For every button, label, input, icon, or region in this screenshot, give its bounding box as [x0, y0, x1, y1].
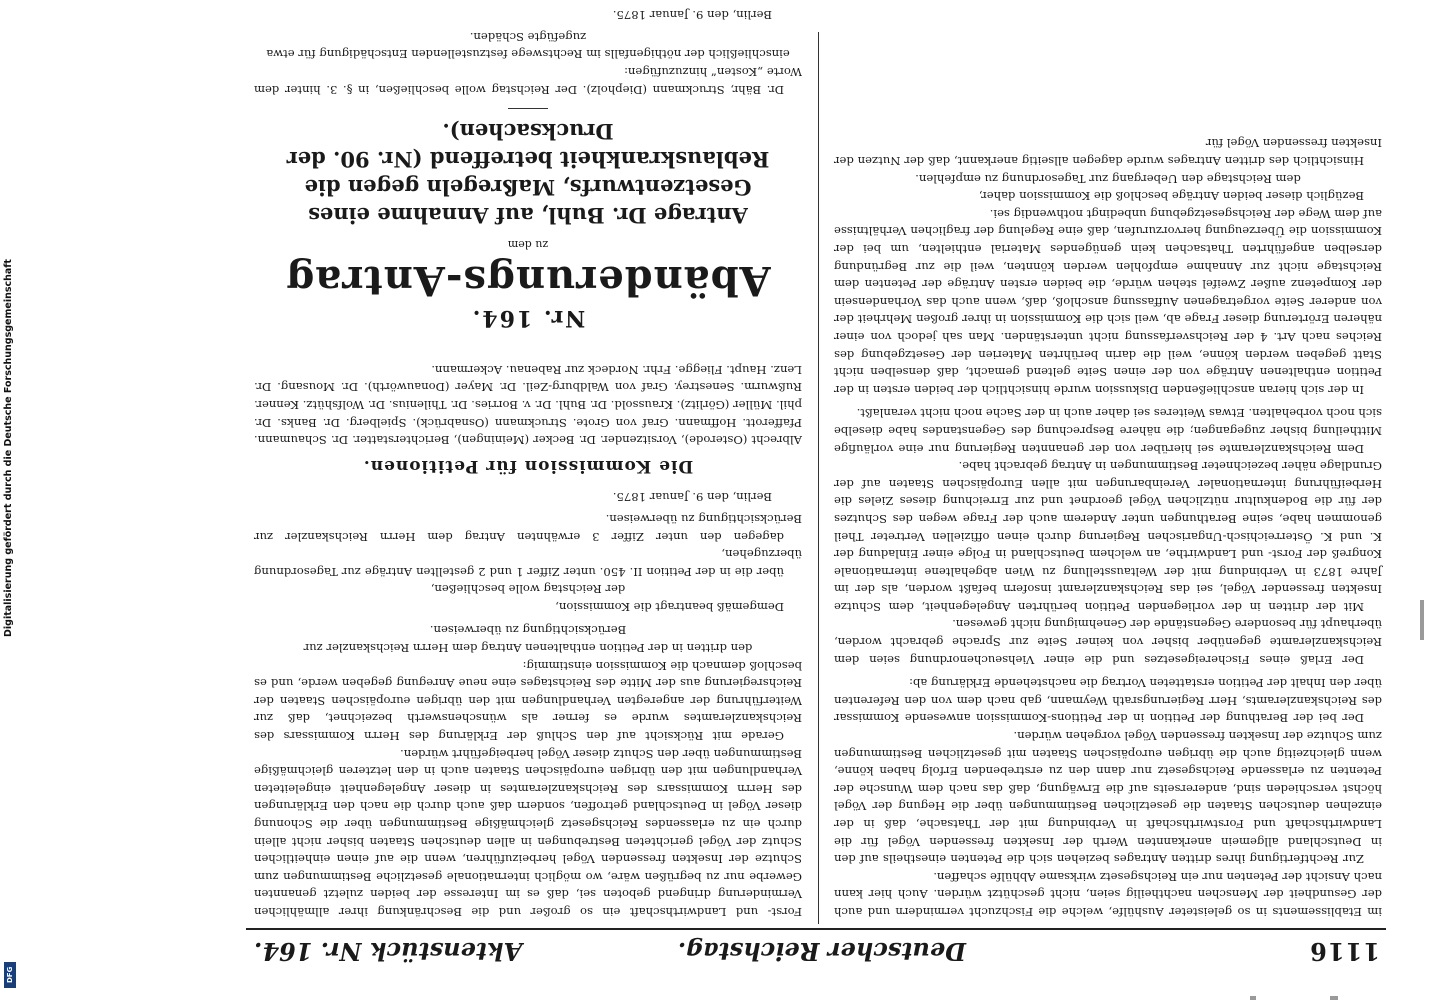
- document-number: Nr. 164.: [470, 305, 586, 332]
- amendment-text: Dr. Bähr, Struckmann (Diepholz). Der Reichstag wolle beschließen, in §. 3. hinter dem Worte „Kosten“ hinzuzufügen:: [254, 65, 802, 97]
- place-date: Berlin, den 9. Januar 1875.: [612, 490, 772, 505]
- paragraph: im Etablissements in so geleisteter Aushülfe, welche die Fischzucht vermindern und auch der Gesundheit der Menschen nachtheilig seien, nicht geschützt würden. Auch hier kann nach Ansicht der Petenten nur ein Reichsgesetz wirksame Abhülfe schaffen.: [834, 869, 1382, 919]
- paragraph: Der bei der Berathung der Petition in der Petitions-Kommission anwesende Kommissar des Reichskanzleramts, Herr Regierungsrath Weymann, gab nach dem von den Referenten über den Inhalt der Petition erstatteten Vortrag die nachstehende Erklärung ab:: [834, 676, 1382, 726]
- paragraph: Forst- und Landwirthschaft ein so großer und die Beschränkung ihrer allmählichen Verminderung dringend geboten sei, daß es im Interesse der beiden zuletzt genannten Gewerbe nur zu begrüßen wäre, wo möglich internationale gesetzliche Bestimmungen zum Schutze der Insekten fressenden Vögel herbeizuführen, wenn die auf einen einheitlichen Schutz der Vögel gerichteten Bestrebungen in allen deutschen Staaten bisher nicht allein durch ein zu erlassendes Reichsgesetz gleichmäßige Bestimmungen über die Schonung dieser Vögel in Deutschland getroffen, sondern daß auch durch die nach den Erklärungen des Herrn Kommissars des Reichskanzleramtes in dieser Angelegenheit eingeleiteten Verhandlungen mit den übrigen europäischen Staaten auch in den letzteren gleichmäßige Bestimmungen über den Schutz dieser Vögel herbeigeführt würden.: [254, 746, 802, 919]
- amendment-quote: einschließlich der nöthigenfalls im Rechtswege festzustellenden Entschädigung für etwa zugefügte Schäden.: [266, 29, 790, 62]
- amendment-title: Abänderungs-Antrag: [285, 256, 771, 304]
- connector-text: zu dem: [507, 237, 549, 251]
- digitization-credit: Digitalisierung gefördert durch die Deutsche Forschungsgemeinschaft: [3, 259, 14, 637]
- document-reference: Aktenstück Nr. 164.: [254, 937, 523, 966]
- resolution-lead: Demgemäß beantragt die Kommission,: [555, 599, 784, 614]
- page-header: [246, 934, 1386, 970]
- left-column: [834, 134, 1382, 920]
- scan-edge-mark: [1250, 996, 1256, 1000]
- resolution-line: dagegen den unter Ziffer 3 erwähnten Antrag dem Herrn Reichskanzler zur Berücksichtigung zu überweisen.: [254, 511, 802, 544]
- running-title: Deutscher Reichstag.: [677, 937, 966, 966]
- printed-sheet: [246, 8, 1386, 970]
- recommendation: dem Reichstage den Uebergang zur Tagesordnung zu empfehlen.: [915, 171, 1301, 186]
- amendment-date: Berlin, den 9. Januar 1875.: [612, 8, 772, 23]
- paragraph: In der sich hieran anschließenden Diskussion wurde hinsichtlich der beiden ersten in der Petition enthaltenen Anträge von der einen Seite geltend gemacht, daß denselben nicht Statt gegeben werden könne, weil die darin berührten Materien der Gesetzgebung des Reiches nach Art. 4 der Reichsverfassung nicht unterständen. Man sah jedoch von einer näheren Erörterung dieser Frage ab, weil sich die Kommission in ihrer großen Mehrheit der von anderer Seite vorgetragenen Auffassung anschloß, daß, wenn auch das Vorhandensein der Kompetenz außer Zweifel stehen würde, die beiden ersten Anträge der Petenten dem Reichstage nicht zur Annahme empfohlen werden könnten, weil die zur Begründung derselben angeführten Thatsachen kein genügendes Material enthielten, um bei der Kommission die Überzeugung hervorzurufen, daß eine Regelung der fraglichen Verhältnisse auf dem Wege der Reichsgesetzgebung unbedingt nothwendig sei.: [834, 206, 1382, 397]
- paragraph: Mit der dritten in der vorliegenden Petition berührten Angelegenheit, dem Schutze Insekten fressender Vögel, sei das Reichskanzleramt insofern befaßt worden, als der im Jahre 1873 in Verbindung mit der Weltausstellung zu Wien abgehaltene internationale Kongreß der Forst- und Landwirthe, an welchem Deutschland in Folge einer Einladung der K. und K. Österreichisch-Ungarischen Regierung durch einen offiziellen Vertreter Theil genommen habe, seine Berathungen unter Anderem auch der Frage wegen des Schutzes der für die Bodenkultur nützlichen Vögel geordnet und zur Erreichung dieses Zieles die Herbeiführung internationaler Vereinbarungen mit allen Europäischen Staaten auf der Grundlage näher bezeichneter Bestimmungen in Antrag gebracht habe.: [834, 459, 1382, 614]
- paragraph: Zur Rechtfertigung ihres dritten Antrages beziehen sich die Petenten einestheils auf den in Deutschland allgemein anerkannten Werth der Insekten fressenden Vögel für die Landwirthschaft und Forstwirthschaft in Verbindung mit der Thatsache, daß in der einzelnen deutschen Staaten die gesetzlichen Bestimmungen über die Hegung der Vögel höchst verschieden sind, andererseits auf die Erwägung, daß das nach dem Wunsche der Petenten zu erlassende Reichsgesetz nur dann den zu erstrebenden Erfolg haben könne, wenn gleichzeitig auch die übrigen europäischen Staaten mit gesetzlichen Bestimmungen zum Schutze der Insekten fressenden Vögel vorgehen würden.: [834, 729, 1382, 867]
- member-list: Albrecht (Osterode), Vorsitzender. Dr. Becker (Meiningen), Berichterstatter. Dr. Schaumann. Pfafferott. Hoffmann. Graf von Grote. Struckmann (Osnabrück). Spielberg. Dr. Banks. Dr. phil. Müller (Görlitz). Kraussold. Dr. Buhl. Dr. v. Borries. Dr. Thilenius. Dr. Wolfshütz. Kenner. Rußwurm. Senestrey. Graf von Waldburg-Zeil. Dr. Mayer (Donauwörth). Dr. Mousang. Dr. Lenz. Haupt. Fliegge. Frhr. Nordeck zur Rabenau. Ackermann.: [254, 362, 802, 448]
- paragraph: Dem Reichskanzleramte sei hierüber von der genannten Regierung nur eine vorläufige Mittheilung bisher zugegangen; die nähere Besprechung des Gegenstandes habe dieselbe sich noch vorbehalten. Etwas Weiteres sei daher auch in der Sache noch nicht veranlaßt.: [834, 406, 1382, 456]
- proposal-intro: den dritten in der Petition enthaltenen Antrag dem Herrn Reichskanzler zur Berücksichtigung zu überweisen.: [303, 623, 753, 656]
- paragraph: Der Erlaß eines Fischereigesetzes und die einer Viehseuchenordnung seien dem Reichskanzleramte gegenüber bisher von keiner Seite zur Sprache gebracht worden, überhaupt für besondere Gegenstände der Genehmigung nicht gewesen.: [834, 617, 1382, 667]
- scan-edge-mark: [1330, 996, 1338, 1000]
- paragraph: Gerade mit Rücksicht auf den Schluß der Erklärung des Herrn Kommissars des Reichskanzleramtes wurde es ferner als wünschenswerth bezeichnet, daß zur Weiterführung der angeregten Verhandlungen mit den übrigen europäischen Staaten der Reichsregierung aus der Mitte des Reichstages eine neue Anregung gegeben werde, und es beschloß demnach die Kommission einstimmig:: [254, 658, 802, 744]
- page-number: 1116: [1309, 937, 1380, 966]
- short-rule: [508, 108, 548, 109]
- scan-edge-mark: [1420, 600, 1424, 640]
- resolution-line: über die in der Petition II. 450. unter Ziffer 1 und 2 gestellten Anträge zur Tagesordnung überzugehen,: [254, 547, 802, 579]
- commission-heading: Die Kommission für Petitionen.: [362, 455, 694, 476]
- dfg-logo-icon: DFG: [4, 962, 16, 988]
- resolution-line: der Reichstag wolle beschließen,: [430, 582, 626, 597]
- header-rule: [246, 928, 1386, 930]
- column-divider: [818, 32, 819, 924]
- paragraph: Hinsichtlich des dritten Antrages wurde dagegen allseitig anerkannt, daß der Nutzen der Insekten fressenden Vögel für: [834, 136, 1382, 169]
- paragraph: Bezüglich dieser beiden Anträge beschloß die Kommission daher,: [978, 189, 1364, 204]
- motion-title: Antrage Dr. Buhl, auf Annahme eines Gesetzentwurfs, Maßregeln gegen die Reblauskrankheit betreffend (Nr. 90. der Drucksachen).: [286, 118, 770, 228]
- right-column: [254, 6, 802, 920]
